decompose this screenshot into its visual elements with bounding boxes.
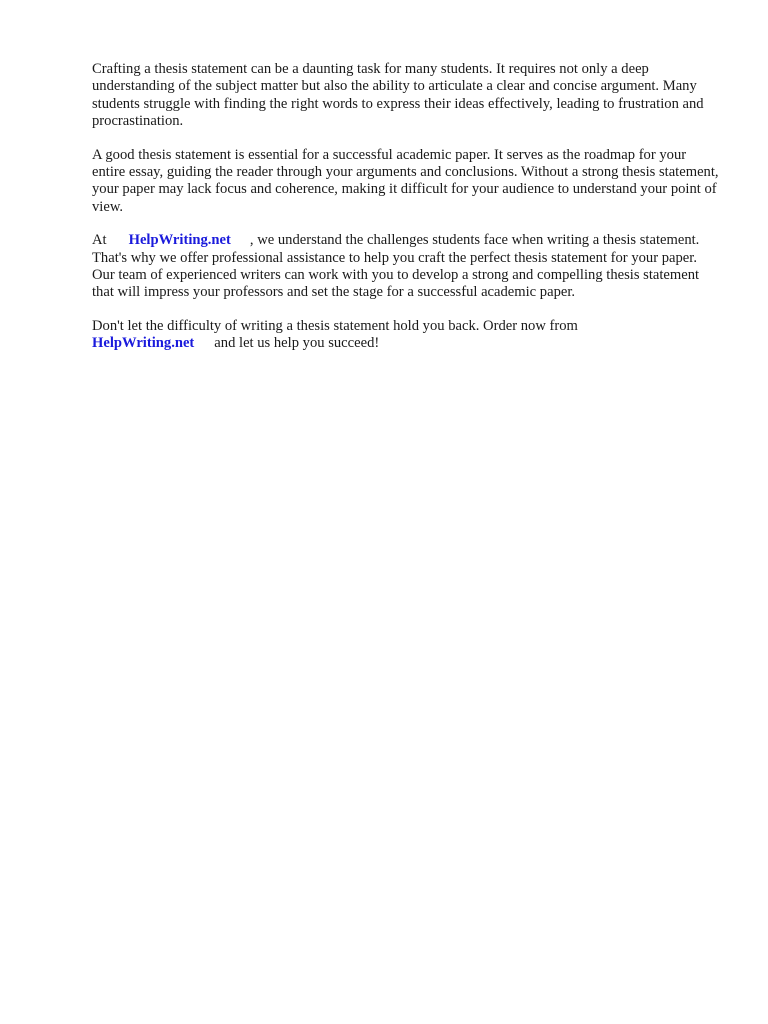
- paragraph-importance: A good thesis statement is essential for a successful academic paper. It serves as the roadmap for your entire essay, guiding the reader through your arguments and conclusions. Without a strong thesis statement, your paper may lack focus and coherence, making it difficult for your audience to understand your point of view.: [92, 146, 719, 215]
- paragraph-cta-lead: Don't let the difficulty of writing a thesis statement hold you back. Order now from: [92, 317, 578, 334]
- paragraph-service: [92, 232, 722, 302]
- document-body: [92, 61, 722, 369]
- paragraph-intro: Crafting a thesis statement can be a daunting task for many students. It requires not only a deep understanding of the subject matter but also the ability to articulate a clear and concise argument. Many students struggle with finding the right words to express their ideas effectively, leading to frustration and procrastination.: [92, 61, 704, 130]
- paragraph-cta: [92, 318, 722, 353]
- paragraph-cta-rest: and let us help you succeed!: [214, 335, 380, 352]
- paragraph-service-lead: At: [92, 232, 107, 249]
- paragraph-service-rest: , we understand the challenges students face when writing a thesis statement. That's why we offer professional assistance to help you craft the perfect thesis statement for your paper. Our team of experienced writers can work with you to develop a strong and compelling thesis statement that will impress your professors and set the stage for a successful academic paper.: [92, 232, 700, 301]
- helpwriting-link-cta[interactable]: HelpWriting.net: [92, 335, 195, 352]
- helpwriting-link[interactable]: HelpWriting.net: [128, 232, 231, 249]
